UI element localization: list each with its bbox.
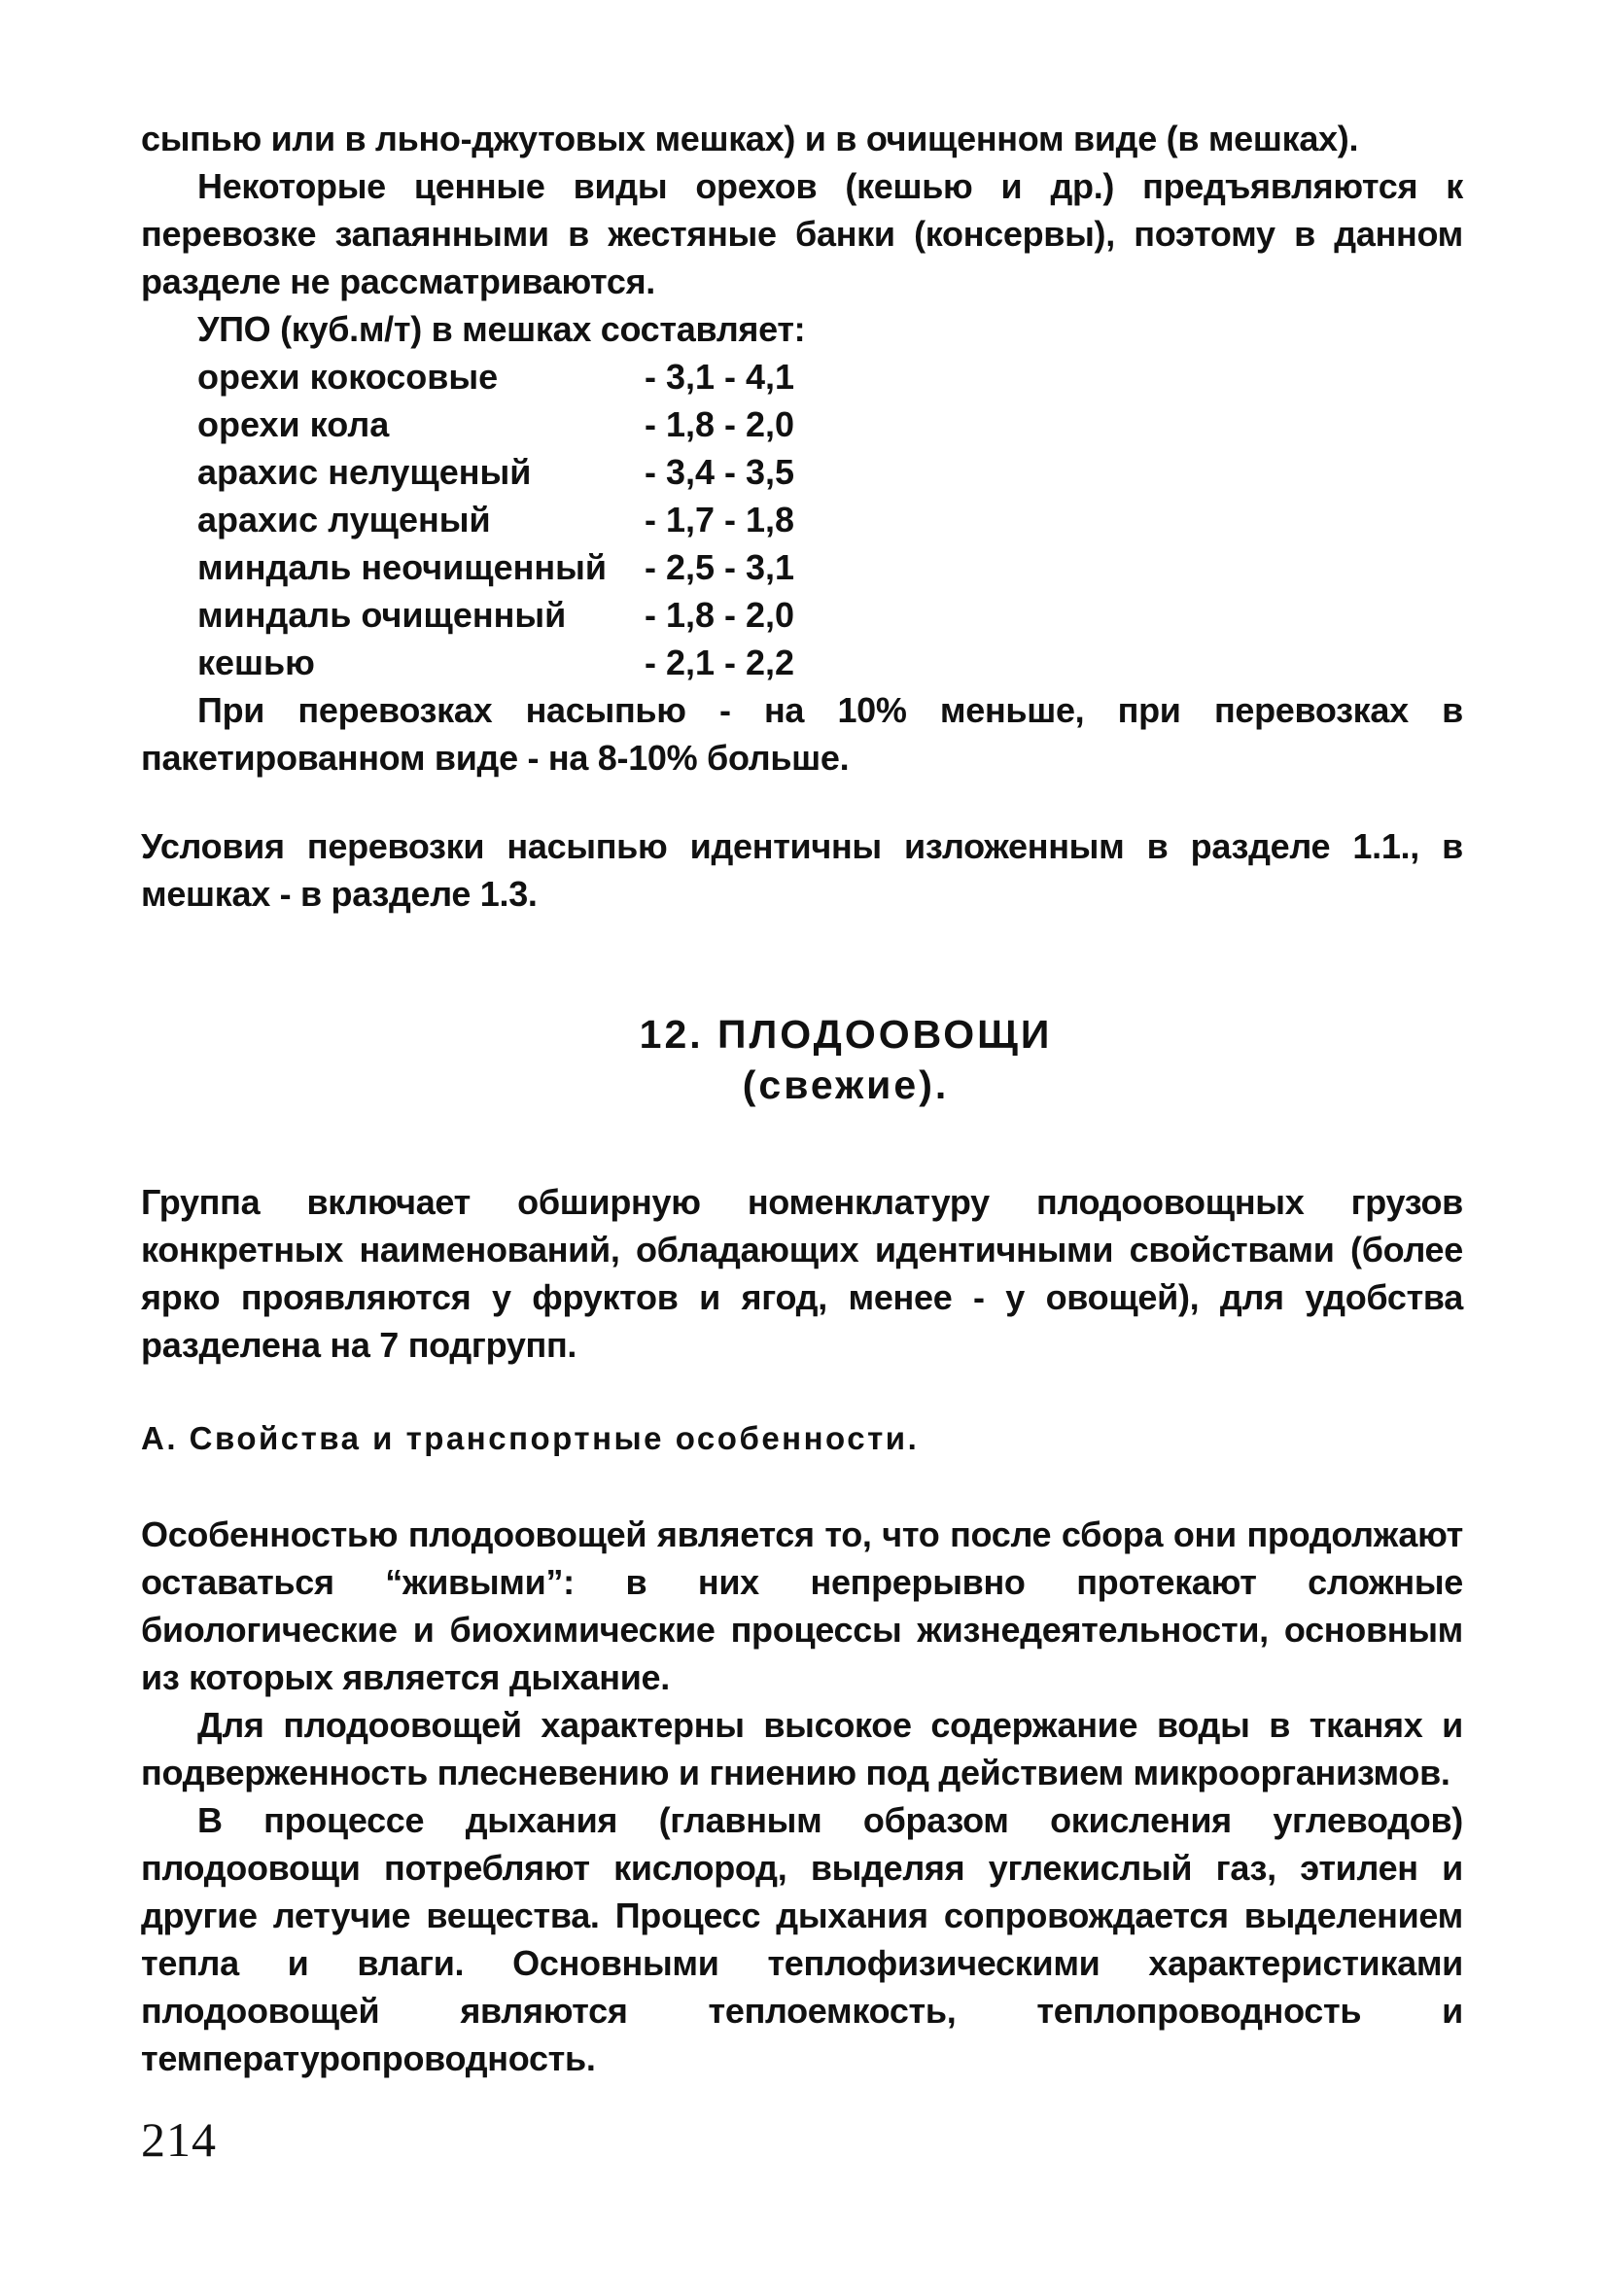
upo-row	[197, 400, 1463, 448]
nuts-note-paragraph: Некоторые ценные виды орехов (кешью и др.) предъявляются к перевозке запаянными в жестяные банки (консервы), поэтому в данном разделе не рассматриваются.	[141, 166, 1463, 301]
upo-name: миндаль неочищенный	[197, 547, 608, 587]
upo-name: арахис нелущеный	[197, 452, 532, 492]
upo-row	[197, 639, 1463, 686]
body-paragraph: Особенностью плодоовощей является то, что после сбора они продолжают оставаться “живыми”: в них непрерывно протекают сложные биологические и биохимические процессы жизнедеятельности, основным из которых является дыхание.	[141, 1514, 1463, 1697]
upo-name: арахис лущеный	[197, 500, 491, 539]
page-number: 214	[141, 2112, 217, 2167]
upo-value: - 3,4 - 3,5	[645, 452, 795, 492]
body-paragraph: В процессе дыхания (главным образом окисления углеводов) плодоовощи потребляют кислород, выделяя углекислый газ, этилен и другие летучие вещества. Процесс дыхания сопровождается выделением тепла и влаги. Основными теплофизическими характеристиками плодоовощей являются теплоемкость, теплопроводность и температуропроводность.	[141, 1800, 1463, 2078]
upo-value: - 1,8 - 2,0	[645, 595, 795, 635]
upo-name: орехи кола	[197, 404, 390, 444]
group-paragraph: Группа включает обширную номенклатуру плодоовощных грузов конкретных наименований, обладающих идентичными свойствами (более ярко проявляются у фруктов и ягод, менее - у овощей), для удобства разделена на 7 подгрупп.	[141, 1182, 1463, 1365]
upo-name: миндаль очищенный	[197, 595, 567, 635]
upo-value: - 1,8 - 2,0	[645, 404, 795, 444]
upo-value: - 3,1 - 4,1	[645, 357, 795, 397]
upo-row	[197, 496, 1463, 543]
spacer	[141, 782, 1463, 822]
upo-row	[197, 543, 1463, 591]
page-body	[141, 115, 1463, 2082]
upo-table	[197, 353, 1463, 686]
bulk-packaged-note: При перевозках насыпью - на 10% меньше, при перевозках в пакетированном виде - на 8-10% больше.	[141, 690, 1463, 778]
subsection-heading: А. Свойства и транспортные особенности.	[141, 1420, 920, 1456]
continued-paragraph: сыпью или в льно-джутовых мешках) и в очищенном виде (в мешках).	[141, 119, 1359, 158]
upo-value: - 1,7 - 1,8	[645, 500, 795, 539]
section-heading	[141, 1009, 1463, 1110]
upo-value: - 2,1 - 2,2	[645, 643, 795, 682]
body-paragraph: Для плодоовощей характерны высокое содержание воды в тканях и подверженность плесневению и гниению под действием микроорганизмов.	[141, 1705, 1463, 1792]
upo-row	[197, 448, 1463, 496]
upo-value: - 2,5 - 3,1	[645, 547, 795, 587]
upo-name: орехи кокосовые	[197, 357, 499, 397]
section-subtitle: (свежие).	[742, 1062, 950, 1107]
upo-name: кешью	[197, 643, 315, 682]
upo-title: УПО (куб.м/т) в мешках составляет:	[197, 309, 806, 349]
upo-row	[197, 353, 1463, 400]
conditions-paragraph: Условия перевозки насыпью идентичны изложенным в разделе 1.1., в мешках - в разделе 1.3.	[141, 826, 1463, 914]
section-title: 12. ПЛОДООВОЩИ	[639, 1012, 1053, 1057]
upo-row	[197, 591, 1463, 639]
